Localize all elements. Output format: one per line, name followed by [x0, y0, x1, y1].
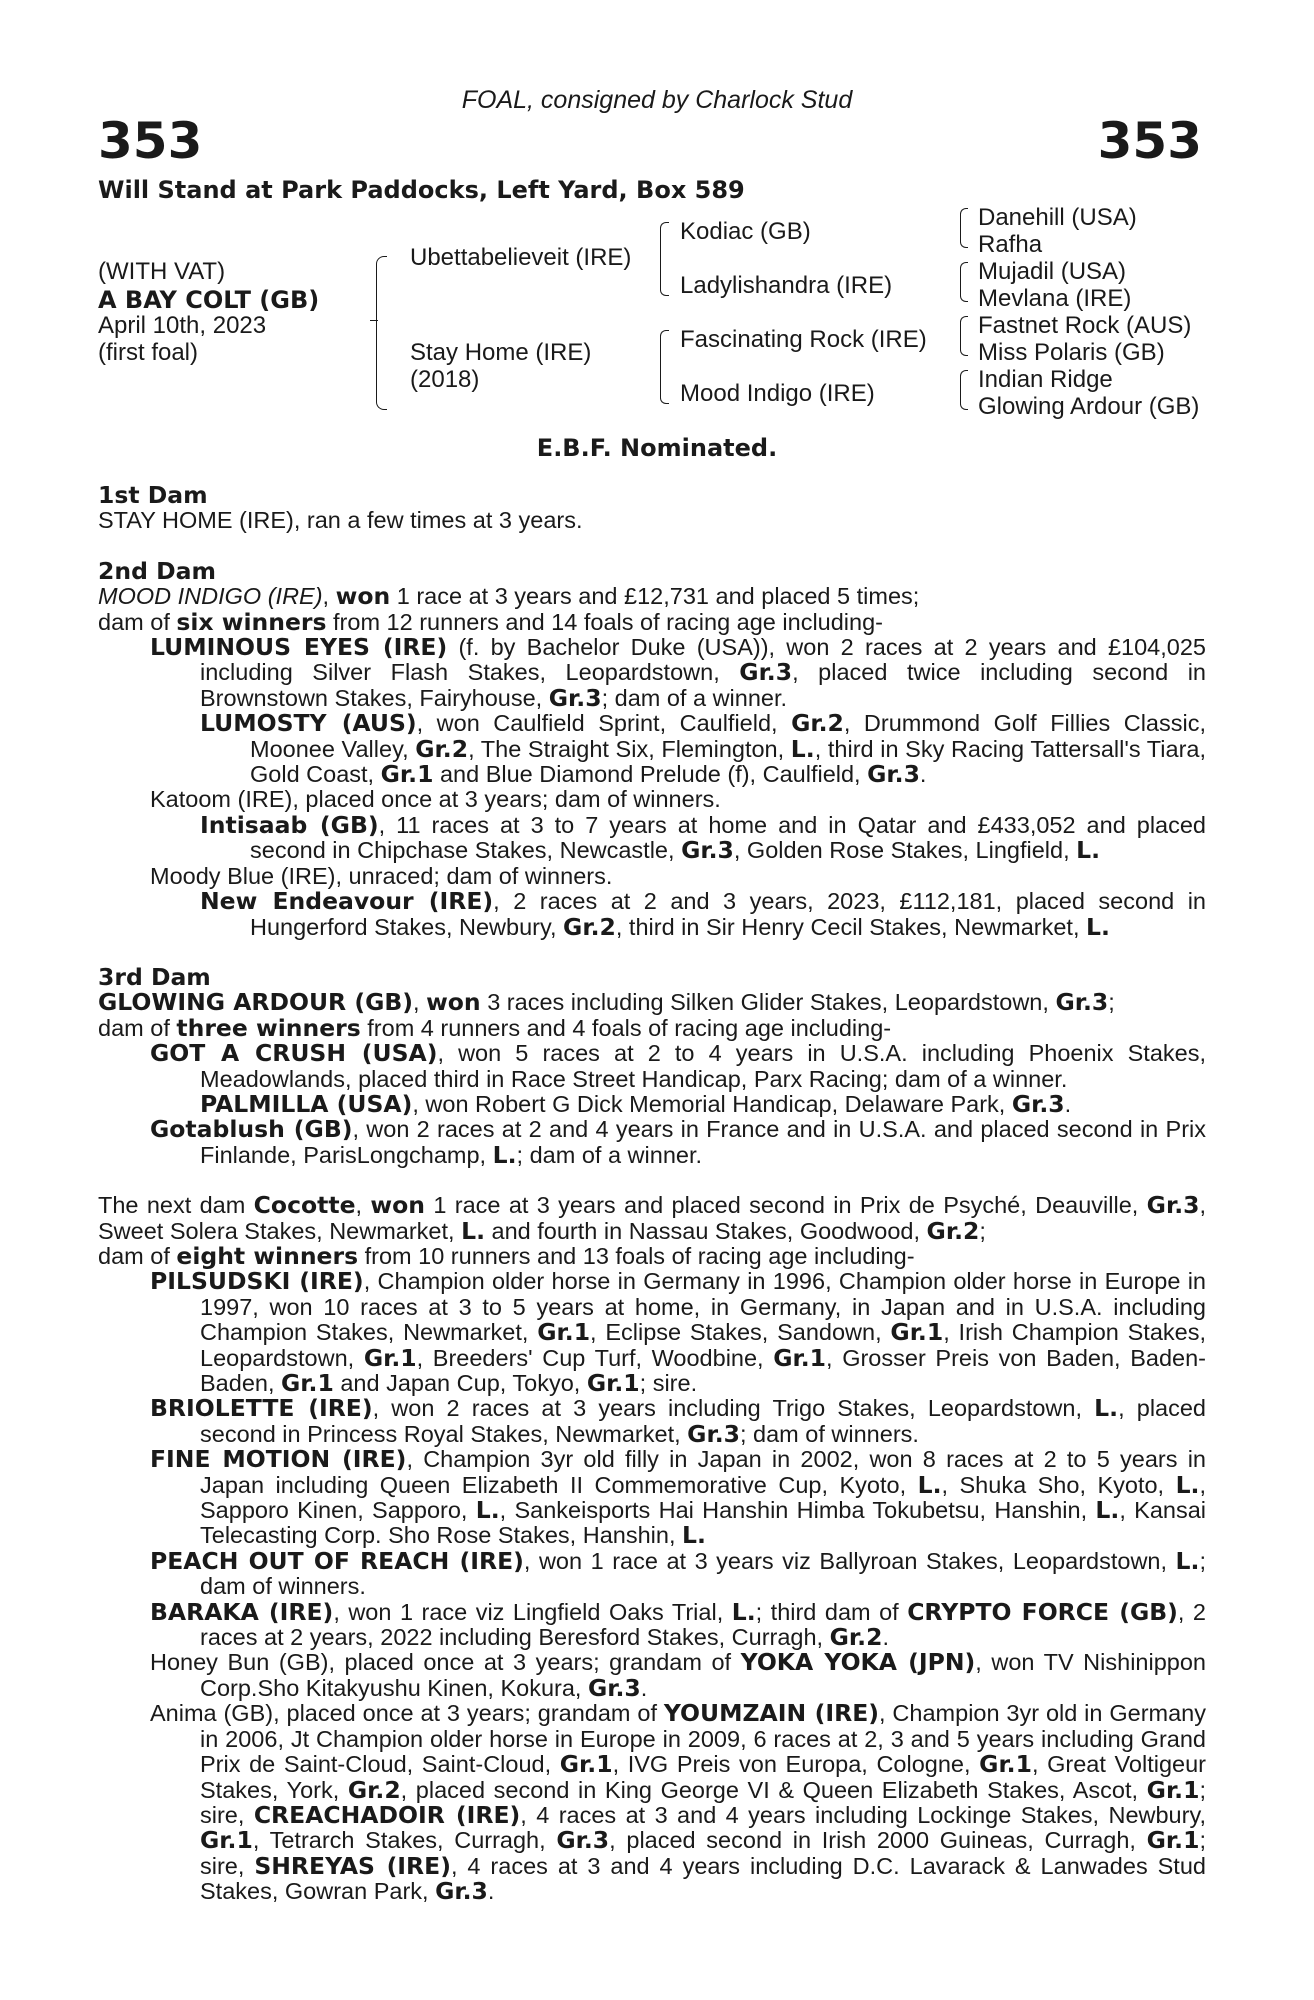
sire: Ubettabelieveit (IRE)	[410, 244, 632, 271]
produce-entry: GOT A CRUSH (USA), won 5 races at 2 to 4 years in U.S.A. including Phoenix Stakes, Meadowlands, placed third in Race Street Handicap, Parx Racing; dam of a winner.	[150, 1039, 1206, 1092]
ancestor-7: Indian Ridge	[978, 366, 1113, 393]
ebf-nomination: E.B.F. Nominated.	[536, 434, 778, 462]
third-dam-produce-line: dam of three winners from 4 runners and 4 foals of racing age including-	[98, 1013, 892, 1042]
produce-entry: New Endeavour (IRE), 2 races at 2 and 3 years, 2023, £112,181, placed second in Hungerford Stakes, Newbury, Gr.2, third in Sir Henry Cecil Stakes, Newmarket, L.	[200, 887, 1206, 941]
produce-entry: Honey Bun (GB), placed once at 3 years; grandam of YOKA YOKA (JPN), won TV Nishinippon Corp.Sho Kitakyushu Kinen, Kokura, Gr.3.	[150, 1648, 1206, 1702]
produce-entry: BARAKA (IRE), won 1 race viz Lingfield Oaks Trial, L.; third dam of CRYPTO FORCE (GB), 2 races at 2 years, 2022 including Beresford Stakes, Curragh, Gr.2.	[150, 1597, 1206, 1652]
produce-entry: PEACH OUT OF REACH (IRE), won 1 race at 3 years viz Ballyroan Stakes, Leopardstown, L.; dam of winners.	[150, 1546, 1206, 1600]
produce-entry: Intisaab (GB), 11 races at 3 to 7 years at home and in Qatar and £433,052 and placed second in Chipchase Stakes, Newcastle, Gr.3, Golden Rose Stakes, Lingfield, L.	[200, 810, 1207, 865]
dam-sire: Fascinating Rock (IRE)	[680, 326, 927, 353]
produce-entry: Anima (GB), placed once at 3 years; grandam of YOUMZAIN (IRE), Champion 3yr old in Germany in 2006, Jt Champion older horse in Europe in 2009, 6 races at 2, 3 and 5 years including Grand Prix de Saint-Cloud, Saint-Cloud, Gr.1, IVG Preis von Europa, Cologne, Gr.1, Great Voltigeur Stakes, York, Gr.2, placed second in King George VI & Queen Elizabeth Stakes, Ascot, Gr.1; sire, CREACHADOIR (IRE), 4 races at 3 and 4 years including Lockinge Stakes, Newbury, Gr.1, Tetrarch Stakes, Curragh, Gr.3, placed second in Irish 2000 Guineas, Curragh, Gr.1; sire, SHREYAS (IRE), 4 races at 3 and 4 years including D.C. Lavarack & Lanwades Stud Stakes, Gowran Park, Gr.3.	[150, 1699, 1206, 1906]
first-dam-heading: 1st Dam	[98, 481, 208, 509]
ancestor-4: Mevlana (IRE)	[978, 285, 1132, 312]
dam-bracket	[660, 330, 669, 404]
g3-bracket-1	[960, 208, 968, 248]
consignment-line: FOAL, consigned by Charlock Stud	[461, 86, 853, 114]
ancestor-2: Rafha	[978, 231, 1043, 258]
dam: Stay Home (IRE)	[410, 339, 592, 366]
lot-number-right: 353	[1097, 112, 1202, 170]
ancestor-8: Glowing Ardour (GB)	[978, 393, 1200, 420]
catalogue-body	[98, 483, 1206, 1905]
bracket-point	[370, 320, 378, 321]
third-dam-summary: GLOWING ARDOUR (GB), won 3 races including Silken Glider Stakes, Leopardstown, Gr.3;	[98, 988, 1115, 1017]
second-dam-heading: 2nd Dam	[98, 556, 216, 585]
foal-note: (first foal)	[98, 339, 199, 366]
next-dam-summary: The next dam Cocotte, won 1 race at 3 years and placed second in Prix de Psyché, Deauville, Gr.3, Sweet Solera Stakes, Newmarket, L. and fourth in Nassau Stakes, Goodwood, Gr.2;	[98, 1191, 1207, 1245]
lot-number-left: 353	[98, 112, 203, 170]
produce-entry: PALMILLA (USA), won Robert G Dick Memorial Handicap, Delaware Park, Gr.3.	[200, 1089, 1072, 1118]
ancestor-6: Miss Polaris (GB)	[978, 339, 1165, 366]
ancestor-5: Fastnet Rock (AUS)	[978, 312, 1192, 339]
dam-dam: Mood Indigo (IRE)	[680, 380, 875, 407]
first-dam-text: STAY HOME (IRE), ran a few times at 3 years.	[98, 507, 583, 534]
dam-year: (2018)	[410, 366, 480, 393]
vat-note: (WITH VAT)	[98, 258, 226, 285]
sire-sire: Kodiac (GB)	[680, 218, 811, 245]
produce-entry: Katoom (IRE), placed once at 3 years; dam of winners.	[150, 786, 721, 813]
pedigree-bracket-main	[376, 256, 387, 410]
sire-bracket	[660, 222, 669, 296]
produce-entry: PILSUDSKI (IRE), Champion older horse in Germany in 1996, Champion older horse in Europe in 1997, won 10 races at 3 to 5 years at home, in Germany, in Japan and in U.S.A. including Champion Stakes, Newmarket, Gr.1, Eclipse Stakes, Sandown, Gr.1, Irish Champion Stakes, Leopardstown, Gr.1, Breeders' Cup Turf, Woodbine, Gr.1, Grosser Preis von Baden, Baden-Baden, Gr.1 and Japan Cup, Tokyo, Gr.1; sire.	[150, 1267, 1207, 1397]
produce-entry: LUMOSTY (AUS), won Caulfield Sprint, Caulfield, Gr.2, Drummond Golf Fillies Classic, Moonee Valley, Gr.2, The Straight Six, Flemington, L., third in Sky Racing Tattersall's Tiara, Gold Coast, Gr.1 and Blue Diamond Prelude (f), Caulfield, Gr.3.	[200, 709, 1207, 789]
produce-entry: Gotablush (GB), won 2 races at 2 and 4 years in France and in U.S.A. and placed second in Prix Finlande, ParisLongchamp, L.; dam of a winner.	[150, 1115, 1206, 1169]
g3-bracket-4	[960, 370, 968, 410]
second-dam-produce-line: dam of six winners from 12 runners and 14 foals of racing age including-	[98, 607, 883, 636]
ancestor-3: Mujadil (USA)	[978, 258, 1127, 285]
second-dam-summary: MOOD INDIGO (IRE), won 1 race at 3 years and £12,731 and placed 5 times;	[98, 582, 920, 611]
stable-location: Will Stand at Park Paddocks, Left Yard, Box 589	[98, 176, 745, 204]
g3-bracket-3	[960, 316, 968, 356]
g3-bracket-2	[960, 262, 968, 302]
third-dam-heading: 3rd Dam	[98, 962, 211, 991]
next-dam-produce-line: dam of eight winners from 10 runners and 13 foals of racing age including-	[98, 1241, 915, 1270]
ancestor-1: Danehill (USA)	[978, 204, 1137, 231]
sire-dam: Ladylishandra (IRE)	[680, 272, 893, 299]
horse-name: A BAY COLT (GB)	[98, 286, 320, 314]
foaling-date: April 10th, 2023	[98, 312, 267, 339]
produce-entry: LUMINOUS EYES (IRE) (f. by Bachelor Duke (USA)), won 2 races at 2 years and £104,025 including Silver Flash Stakes, Leopardstown, Gr.3, placed twice including second in Brownstown Stakes, Fairyhouse, Gr.3; dam of a winner.	[150, 633, 1206, 712]
produce-entry: BRIOLETTE (IRE), won 2 races at 3 years including Trigo Stakes, Leopardstown, L., placed second in Princess Royal Stakes, Newmarket, Gr.3; dam of winners.	[150, 1394, 1206, 1448]
produce-entry: FINE MOTION (IRE), Champion 3yr old filly in Japan in 2002, won 8 races at 2 to 5 years in Japan including Queen Elizabeth II Commemorative Cup, Kyoto, L., Shuka Sho, Kyoto, L., Sapporo Kinen, Sapporo, L., Sankeisports Hai Hanshin Himba Tokubetsu, Hanshin, L., Kansai Telecasting Corp. Sho Rose Stakes, Hanshin, L.	[150, 1445, 1207, 1550]
second-dam-name: MOOD INDIGO (IRE)	[98, 583, 323, 610]
produce-entry: Moody Blue (IRE), unraced; dam of winners.	[150, 862, 613, 889]
